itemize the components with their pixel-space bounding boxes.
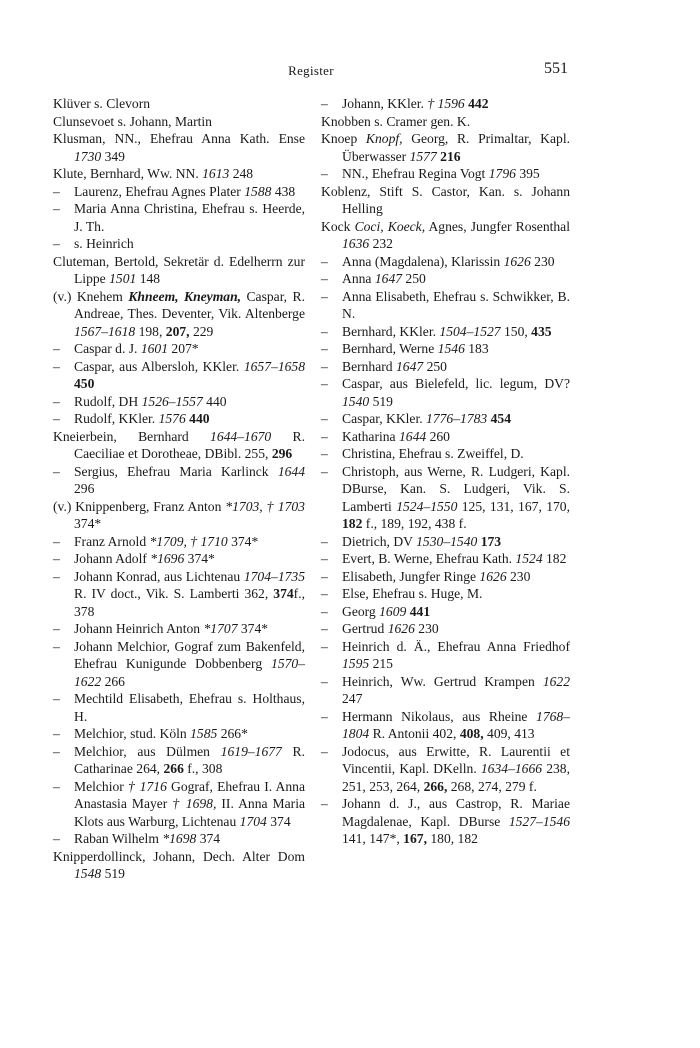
entry-text: Caspar, aus Bielefeld, lic. legum, DV? xyxy=(342,376,570,391)
index-subentry xyxy=(321,165,570,183)
entry-text: Georg, R. Primaltar, Kapl. Überwasser xyxy=(342,131,571,164)
entry-text: 1585 xyxy=(190,726,218,741)
entry-text: Melchior, stud. Köln xyxy=(74,726,191,741)
index-subentry xyxy=(321,620,570,638)
entry-text: 1526–1557 xyxy=(141,393,203,409)
entry-text: 1504–1527 xyxy=(439,323,501,339)
entry-text: 183 xyxy=(464,341,489,356)
entry-text: Johann d. J., aus Castrop, R. Mariae Magdalenae, Kapl. DBurse xyxy=(342,796,570,829)
entry-text: 268, 274, 279 f. xyxy=(447,778,537,794)
entry-text: 1704–1735 xyxy=(243,568,305,584)
entry-text: Heinrich, Ww. Gertrud Krampen xyxy=(342,673,543,689)
entry-text: s. Heinrich xyxy=(74,236,134,251)
entry-text: Katharina xyxy=(342,428,399,444)
index-subentry xyxy=(321,673,570,708)
entry-text: 1644–1670 xyxy=(210,428,272,444)
entry-text: Caspar, KKler. xyxy=(342,411,427,426)
entry-text: Klute, Bernhard, Ww. NN. xyxy=(53,166,203,181)
entry-text: † 1596 xyxy=(427,96,465,111)
entry-text: 248 xyxy=(229,166,254,181)
entry-text: Bernhard, KKler. xyxy=(342,323,440,339)
entry-text: 182 xyxy=(342,516,363,531)
entry-text: 441 xyxy=(409,603,431,619)
index-subentry xyxy=(53,620,305,638)
entry-text: 180, 182 xyxy=(426,831,478,846)
entry-text: f., 378 xyxy=(74,586,305,619)
entry-text: 1530–1540 xyxy=(416,533,478,549)
index-subentry xyxy=(53,830,305,848)
entry-text: Knipperdollinck, Johann, Dech. Alter Dom xyxy=(53,848,305,864)
index-subentry xyxy=(53,638,305,691)
entry-text: 230 xyxy=(414,621,439,636)
index-entry xyxy=(321,130,570,165)
entry-text: Anna xyxy=(342,271,375,286)
index-subentry xyxy=(321,340,570,358)
entry-text: 1636 xyxy=(342,236,370,251)
entry-text: 1540 xyxy=(342,393,370,409)
entry-text: Johann Melchior, Gograf zum Bakenfeld, Ehefrau Kunigunde Dobbenberg xyxy=(74,638,305,671)
entry-text: 1588 xyxy=(244,183,272,199)
index-subentry xyxy=(321,253,570,271)
index-subentry xyxy=(53,568,305,621)
index-column-left xyxy=(53,95,305,883)
entry-text: 1657–1658 xyxy=(243,358,305,374)
entry-text: *1709, † 1710 xyxy=(149,533,228,549)
index-subentry xyxy=(321,585,570,603)
entry-text: 440 xyxy=(202,393,227,409)
index-entry xyxy=(321,218,570,253)
index-subentry xyxy=(321,603,570,621)
entry-text: Klusman, NN., Ehefrau Anna Kath. Ense xyxy=(53,131,305,146)
index-subentry xyxy=(321,410,570,428)
index-subentry xyxy=(53,550,305,568)
entry-text: 374* xyxy=(74,516,102,531)
entry-text: Bernhard xyxy=(342,358,396,374)
entry-text: 207, xyxy=(165,323,190,339)
entry-text: Raban Wilhelm xyxy=(74,831,163,846)
index-subentry xyxy=(321,795,570,848)
entry-text: 1626 xyxy=(503,253,531,269)
index-subentry xyxy=(53,235,305,253)
entry-text: 1704 xyxy=(239,813,267,829)
entry-text: Georg xyxy=(342,603,380,619)
index-subentry xyxy=(53,358,305,393)
entry-text: Bernhard, Werne xyxy=(342,341,438,356)
entry-text: Jodocus, aus Erwitte, R. Laurentii et Vincentii, Kapl. DKelln. xyxy=(342,743,570,776)
entry-text: 232 xyxy=(369,236,393,251)
entry-text: 1768–1804 xyxy=(342,708,570,741)
index-subentry xyxy=(53,463,305,498)
entry-text: Khneem, Kneyman, xyxy=(128,288,242,304)
index-subentry xyxy=(53,340,305,358)
index-entry xyxy=(53,130,305,165)
entry-text: Knobben s. Cramer gen. K. xyxy=(321,113,471,129)
index-subentry xyxy=(321,428,570,446)
entry-text: 1647 xyxy=(374,271,403,286)
entry-text: 182 xyxy=(542,551,567,566)
entry-text: 125, 131, 167, 170, xyxy=(457,498,570,514)
index-subentry xyxy=(53,183,305,201)
entry-text: Caspar d. J. xyxy=(74,341,141,356)
entry-text: Rudolf, KKler. xyxy=(74,411,159,426)
entry-text: R. Antonii 402, xyxy=(369,726,460,741)
page-number: 551 xyxy=(544,60,568,77)
index-entry xyxy=(53,848,305,883)
index-subentry xyxy=(321,270,570,288)
entry-text: 1577 xyxy=(409,148,437,164)
entry-text: 1644 xyxy=(399,428,427,444)
entry-text: Johann Adolf xyxy=(74,551,151,566)
index-subentry xyxy=(53,725,305,743)
entry-text: NN., Ehefrau Regina Vogt xyxy=(342,166,489,181)
entry-text: 148 xyxy=(136,271,161,286)
entry-text: 266* xyxy=(217,726,248,741)
entry-text: 1601 xyxy=(140,341,169,356)
entry-text: 374* xyxy=(227,533,259,549)
index-subentry xyxy=(321,288,570,323)
index-subentry xyxy=(53,743,305,778)
entry-text: Melchior, aus Dülmen xyxy=(74,743,221,759)
entry-text: 230 xyxy=(506,568,531,584)
index-subentry xyxy=(321,550,570,568)
entry-text: † 1716 xyxy=(127,778,167,794)
entry-text: 374 xyxy=(196,831,221,846)
entry-text: *1703, † 1703 xyxy=(225,498,305,514)
entry-text: 266 xyxy=(163,761,184,776)
index-entry xyxy=(53,95,305,113)
entry-text: 519 xyxy=(101,866,125,881)
entry-text: II. Anna Maria Klots aus Warburg, Lichtenau xyxy=(74,796,306,829)
entry-text: Knoep xyxy=(321,131,366,146)
entry-text: Anna Elisabeth, Ehefrau s. Schwikker, B. N. xyxy=(342,288,570,321)
entry-text: 1613 xyxy=(202,166,230,181)
entry-text: 167, xyxy=(403,831,427,846)
entry-text: Sergius, Ehefrau Maria Karlinck xyxy=(74,463,278,479)
entry-text: 395 xyxy=(515,166,540,181)
entry-text: 198, xyxy=(135,323,166,339)
entry-text: R. Caeciliae et Dorotheae, DBibl. 255, xyxy=(74,428,305,461)
entry-text: 1730 xyxy=(74,148,102,164)
entry-text: 230 xyxy=(530,253,555,269)
entry-text: Coci, Koeck, xyxy=(354,218,426,234)
entry-text: Laurenz, Ehefrau Agnes Plater xyxy=(74,183,245,199)
entry-text: Franz Arnold xyxy=(74,533,150,549)
entry-text: Heinrich d. Ä., Ehefrau Anna Friedhof xyxy=(342,638,570,654)
entry-text: Caspar, R. Andreae, Thes. Deventer, Vik. Altenberge xyxy=(74,288,305,321)
entry-text: Agnes, Jungfer Rosenthal xyxy=(425,218,570,234)
entry-text: 435 xyxy=(531,323,552,339)
entry-text: 207* xyxy=(168,341,199,356)
entry-text: Klüver s. Clevorn xyxy=(53,96,151,111)
entry-text: Dietrich, DV xyxy=(342,533,417,549)
entry-text: 260 xyxy=(426,428,450,444)
entry-text: 374* xyxy=(184,551,215,566)
entry-text: 519 xyxy=(369,393,393,409)
entry-text: 1776–1783 xyxy=(426,411,488,426)
index-entry xyxy=(53,288,305,341)
index-column-right xyxy=(321,95,570,848)
entry-text: 450 xyxy=(74,376,95,391)
entry-text: 215 xyxy=(369,656,393,671)
entry-text: Kneierbein, Bernhard xyxy=(53,428,211,444)
index-subentry xyxy=(53,410,305,428)
entry-text: 173 xyxy=(480,533,502,549)
entry-text: 1567–1618 xyxy=(74,323,136,339)
entry-text: 1501 xyxy=(109,271,137,286)
entry-text: Knopf, xyxy=(365,131,403,146)
entry-text: 1634–1666 xyxy=(480,761,543,776)
entry-text: 438 xyxy=(271,183,296,199)
entry-text: Caspar, aus Albersloh, KKler. xyxy=(74,358,244,374)
entry-text: 1647 xyxy=(395,358,424,374)
index-entry xyxy=(53,498,305,533)
entry-text: *1696 xyxy=(150,551,185,566)
index-subentry xyxy=(321,743,570,796)
entry-text: f., 308 xyxy=(183,761,223,776)
entry-text: 150, xyxy=(500,323,532,339)
index-subentry xyxy=(53,200,305,235)
index-subentry xyxy=(53,393,305,411)
entry-text: 1570–1622 xyxy=(74,656,305,689)
index-entry xyxy=(53,165,305,183)
entry-text: 1524 xyxy=(515,551,543,566)
entry-text: 1644 xyxy=(277,463,305,479)
index-entry xyxy=(53,113,305,131)
entry-text: Christoph, aus Werne, R. Ludgeri, Kapl. DBurse, Kan. S. Ludgeri, Vik. S. Lamberti xyxy=(342,463,570,514)
index-subentry xyxy=(321,638,570,673)
entry-text: Maria Anna Christina, Ehefrau s. Heerde, J. Th. xyxy=(74,201,305,234)
index-subentry xyxy=(321,533,570,551)
entry-text: 1527–1546 xyxy=(508,813,570,829)
entry-text: 247 xyxy=(342,691,363,706)
entry-text: 1548 xyxy=(74,866,102,881)
entry-text: R. IV doct., Vik. S. Lamberti 362, xyxy=(74,586,274,601)
entry-text: 250 xyxy=(423,358,447,374)
entry-text: 1796 xyxy=(488,166,516,181)
entry-text: 442 xyxy=(468,96,489,111)
entry-text: 1524–1550 xyxy=(396,498,458,514)
entry-text: 266 xyxy=(101,673,125,689)
entry-text: 374 xyxy=(273,586,294,601)
entry-text: † 1698, xyxy=(172,796,217,811)
entry-text: 1609 xyxy=(379,603,407,619)
index-subentry xyxy=(321,323,570,341)
entry-text: Hermann Nikolaus, aus Rheine xyxy=(342,708,537,724)
entry-text: f., 189, 192, 438 f. xyxy=(362,516,467,531)
entry-text: 238, 251, 253, 264, xyxy=(342,761,570,794)
entry-text: (v.) Knippenberg, Franz Anton xyxy=(53,498,226,514)
entry-text: *1698 xyxy=(162,831,197,846)
index-subentry xyxy=(53,533,305,551)
entry-text: 408, xyxy=(459,726,484,741)
entry-text: Rudolf, DH xyxy=(74,393,142,409)
entry-text: Melchior xyxy=(74,778,128,794)
entry-text: 216 xyxy=(440,148,461,164)
entry-text: 454 xyxy=(490,411,511,426)
entry-text: *1707 xyxy=(203,621,238,636)
entry-text: Johann, KKler. xyxy=(342,96,428,111)
entry-text: 266, xyxy=(423,778,448,794)
index-subentry xyxy=(321,445,570,463)
entry-text: Kock xyxy=(321,218,355,234)
entry-text: Johann Konrad, aus Lichtenau xyxy=(74,568,244,584)
entry-text: 250 xyxy=(402,271,426,286)
entry-text: 1626 xyxy=(479,568,507,584)
entry-text: (v.) Knehem xyxy=(53,288,129,304)
entry-text: 1622 xyxy=(542,673,570,689)
entry-text: 440 xyxy=(189,411,210,426)
entry-text: Koblenz, Stift S. Castor, Kan. s. Johann Helling xyxy=(321,183,570,216)
running-header-title: Register xyxy=(288,63,334,78)
entry-text: 409, 413 xyxy=(483,726,535,741)
entry-text: Evert, B. Werne, Ehefrau Kath. xyxy=(342,551,516,566)
entry-text: 1576 xyxy=(158,411,186,426)
entry-text: Cluteman, Bertold, Sekretär d. Edelherrn zur Lippe xyxy=(53,253,305,286)
index-subentry xyxy=(321,708,570,743)
index-entry xyxy=(53,253,305,288)
index-subentry xyxy=(321,358,570,376)
entry-text: Johann Heinrich Anton xyxy=(74,621,204,636)
index-subentry xyxy=(321,375,570,410)
entry-text: Gograf, Ehefrau I. Anna Anastasia Mayer xyxy=(74,778,305,811)
entry-text: 1595 xyxy=(342,656,370,671)
entry-text: Else, Ehefrau s. Huge, M. xyxy=(342,586,483,601)
index-subentry xyxy=(53,778,305,831)
index-subentry xyxy=(321,568,570,586)
entry-text: 1546 xyxy=(437,341,465,356)
entry-text: 374* xyxy=(237,621,269,636)
entry-text: Christina, Ehefrau s. Zweiffel, D. xyxy=(342,446,524,461)
entry-text: 1626 xyxy=(387,621,415,636)
entry-text: R. Catharinae 264, xyxy=(74,743,305,776)
index-subentry xyxy=(321,95,570,113)
entry-text: Gertrud xyxy=(342,621,388,636)
entry-text: 374 xyxy=(266,813,291,829)
entry-text: Mechtild Elisabeth, Ehefrau s. Holthaus, H. xyxy=(74,691,305,724)
entry-text: Anna (Magdalena), Klarissin xyxy=(342,253,504,269)
entry-text: 141, 147*, xyxy=(342,831,404,846)
index-entry xyxy=(321,183,570,218)
entry-text: Elisabeth, Jungfer Ringe xyxy=(342,568,480,584)
entry-text: 1619–1677 xyxy=(220,743,282,759)
index-subentry xyxy=(53,690,305,725)
index-entry xyxy=(321,113,570,131)
entry-text: Clunsevoet s. Johann, Martin xyxy=(53,113,212,129)
index-subentry xyxy=(321,463,570,533)
entry-text: 229 xyxy=(189,323,214,339)
entry-text: 296 xyxy=(74,481,95,496)
index-entry xyxy=(53,428,305,463)
entry-text: 296 xyxy=(271,446,293,461)
entry-text: 349 xyxy=(101,148,125,164)
